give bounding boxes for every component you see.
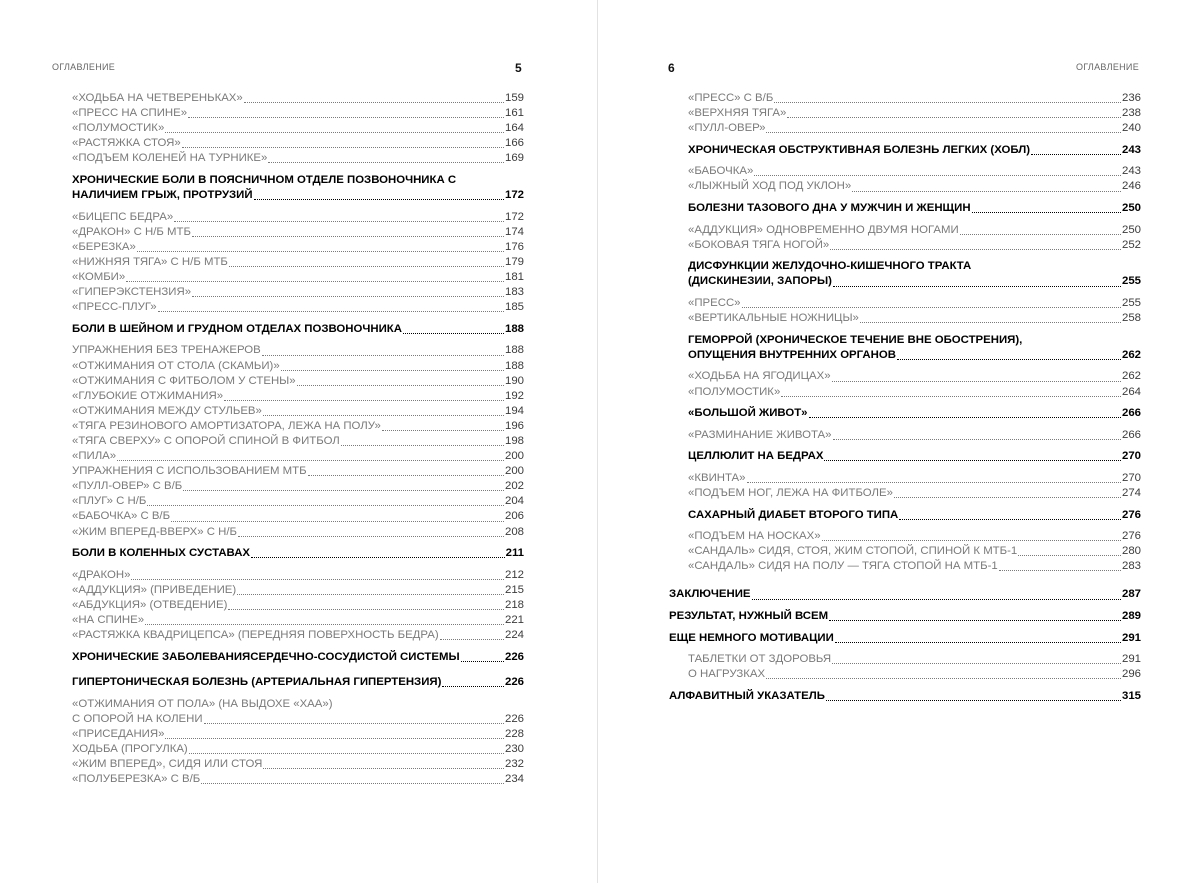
toc-entry[interactable]: «ГЛУБОКИЕ ОТЖИМАНИЯ» 192 xyxy=(72,389,524,404)
toc-page-number: 218 xyxy=(504,598,524,611)
toc-entry[interactable]: О НАГРУЗКАХ 296 xyxy=(669,667,1141,682)
toc-page-number: 266 xyxy=(1121,407,1141,420)
toc-page-number: 266 xyxy=(1121,428,1141,441)
toc-page-number: 228 xyxy=(504,728,524,741)
toc-page-number: 243 xyxy=(1121,165,1141,178)
dot-leader xyxy=(262,355,504,356)
toc-page-number: 200 xyxy=(504,465,524,478)
toc-page-number: 270 xyxy=(1121,471,1141,484)
toc-page-number: 172 xyxy=(504,189,524,202)
toc-page-number: 291 xyxy=(1121,631,1141,644)
dot-leader xyxy=(835,642,1121,643)
dot-leader xyxy=(774,102,1121,103)
toc-page-number: 185 xyxy=(504,301,524,314)
dot-leader xyxy=(894,497,1121,498)
dot-leader xyxy=(403,333,504,334)
dot-leader xyxy=(960,234,1121,235)
toc-page-number: 283 xyxy=(1121,560,1141,573)
dot-leader xyxy=(183,490,504,491)
dot-leader xyxy=(852,191,1121,192)
dot-leader xyxy=(204,723,504,724)
toc-entry[interactable]: «БИЦЕПС БЕДРА» 172 xyxy=(72,210,524,225)
dot-leader xyxy=(171,521,504,522)
toc-chapter-title-line[interactable]: ХРОНИЧЕСКИЕ БОЛИ В ПОЯСНИЧНОМ ОТДЕЛЕ ПОЗВОНОЧНИКА С xyxy=(72,173,457,186)
toc-section[interactable]: РЕЗУЛЬТАТ, НУЖНЫЙ ВСЕМ 289 xyxy=(669,609,1141,624)
toc-page-number: 194 xyxy=(504,404,524,417)
toc-page-number: 200 xyxy=(504,450,524,463)
toc-chapter-title-line[interactable]: ГЕМОРРОЙ (ХРОНИЧЕСКОЕ ТЕЧЕНИЕ ВНЕ ОБОСТРЕНИЯ), xyxy=(688,333,1023,346)
dot-leader xyxy=(747,482,1121,483)
dot-leader xyxy=(897,359,1121,360)
toc-page-number: 164 xyxy=(504,122,524,135)
toc-entry[interactable]: «ХОДЬБА НА ЯГОДИЦАХ» 262 xyxy=(669,369,1141,384)
dot-leader xyxy=(766,132,1121,133)
dot-leader xyxy=(1031,154,1121,155)
dot-leader xyxy=(263,768,504,769)
toc-page-number: 192 xyxy=(504,389,524,402)
dot-leader xyxy=(263,415,504,416)
toc-entry[interactable]: «ОТЖИМАНИЯ ОТ СТОЛА (СКАМЬИ)» 188 xyxy=(72,359,524,374)
dot-leader xyxy=(192,296,504,297)
toc-entry[interactable]: «ПУЛЛ-ОВЕР» 240 xyxy=(669,121,1141,136)
toc-entry[interactable]: ХОДЬБА (ПРОГУЛКА) 230 xyxy=(72,742,524,757)
toc-chapter[interactable]: БОЛИ В КОЛЕННЫХ СУСТАВАХ 211 xyxy=(72,546,524,561)
toc-entry[interactable]: «ДРАКОН» 212 xyxy=(72,568,524,583)
toc-page-number: 232 xyxy=(504,758,524,771)
toc-entry[interactable]: «ОТЖИМАНИЯ С ФИТБОЛОМ У СТЕНЫ» 190 xyxy=(72,374,524,389)
toc-chapter[interactable]: (ДИСКИНЕЗИИ, ЗАПОРЫ) 255 xyxy=(669,274,1141,289)
toc-page-number: 226 xyxy=(504,676,524,689)
toc-entry[interactable]: «БАБОЧКА» С В/Б 206 xyxy=(72,509,524,524)
toc-page-number: 221 xyxy=(504,614,524,626)
toc-page-number: 176 xyxy=(504,240,524,253)
page-number: 5 xyxy=(515,61,522,75)
toc-chapter[interactable]: ЦЕЛЛЮЛИТ НА БЕДРАХ 270 xyxy=(669,449,1141,464)
toc-page-number: 280 xyxy=(1121,545,1141,558)
toc-page-number: 188 xyxy=(504,359,524,372)
toc-entry[interactable]: «КВИНТА» 270 xyxy=(669,471,1141,486)
toc-page-number: 250 xyxy=(1121,202,1141,215)
toc-page-number: 262 xyxy=(1121,348,1141,361)
toc-page-number: 206 xyxy=(504,510,524,523)
dot-leader xyxy=(382,430,504,431)
toc-entry[interactable]: «ПРЕСС НА СПИНЕ» 161 xyxy=(72,106,524,121)
toc-page-number: 224 xyxy=(504,629,524,642)
dot-leader xyxy=(787,117,1121,118)
toc-entry[interactable]: «ПУЛЛ-ОВЕР» С В/Б 202 xyxy=(72,479,524,494)
toc-page-number: 172 xyxy=(504,210,524,223)
toc-chapter[interactable]: БОЛЕЗНИ ТАЗОВОГО ДНА У МУЖЧИН И ЖЕНЩИН 250 xyxy=(669,201,1141,216)
toc-page-number: 226 xyxy=(504,650,524,663)
toc-entry[interactable]: «ПРЕСС» 255 xyxy=(669,296,1141,311)
toc-page-number: 196 xyxy=(504,419,524,432)
dot-leader xyxy=(899,519,1121,520)
toc-entry[interactable]: «ЛЫЖНЫЙ ХОД ПОД УКЛОН» 246 xyxy=(669,179,1141,194)
dot-leader xyxy=(189,753,504,754)
dot-leader xyxy=(251,557,505,558)
toc-page-number: 179 xyxy=(504,255,524,268)
toc-entry[interactable]: «НА СПИНЕ» 221 xyxy=(72,613,524,628)
toc-entry[interactable]: «ГИПЕРЭКСТЕНЗИЯ» 183 xyxy=(72,285,524,300)
dot-leader xyxy=(145,624,504,625)
toc-chapter[interactable]: ХРОНИЧЕСКИЕ ЗАБОЛЕВАНИЯСЕРДЕЧНО-СОСУДИСТОЙ СИСТЕМЫ 226 xyxy=(72,650,524,665)
toc-entry[interactable]: ТАБЛЕТКИ ОТ ЗДОРОВЬЯ 291 xyxy=(669,652,1141,667)
toc-page-number: 250 xyxy=(1121,223,1141,236)
dot-leader xyxy=(1018,555,1121,556)
toc-entry[interactable]: «ВЕРХНЯЯ ТЯГА» 238 xyxy=(669,106,1141,121)
toc-page-number: 270 xyxy=(1121,450,1141,463)
dot-leader xyxy=(201,783,504,784)
toc-entry[interactable]: «ЖИМ ВПЕРЕД-ВВЕРХ» С Н/Б 208 xyxy=(72,525,524,540)
toc-entry[interactable]: «РАЗМИНАНИЕ ЖИВОТА» 266 xyxy=(669,428,1141,443)
dot-leader xyxy=(229,266,504,267)
toc-chapter[interactable]: НАЛИЧИЕМ ГРЫЖ, ПРОТРУЗИЙ 172 xyxy=(72,188,524,203)
toc-page-number: 211 xyxy=(505,547,524,560)
dot-leader xyxy=(752,599,1121,600)
left-page xyxy=(0,0,597,883)
toc-page-number: 258 xyxy=(1121,312,1141,325)
toc-page-number: 188 xyxy=(504,344,524,357)
toc-chapter[interactable]: БОЛИ В ШЕЙНОМ И ГРУДНОМ ОТДЕЛАХ ПОЗВОНОЧНИКА 188 xyxy=(72,322,524,337)
dot-leader xyxy=(832,381,1121,382)
toc-entry[interactable]: «АБДУКЦИЯ» (ОТВЕДЕНИЕ) 218 xyxy=(72,598,524,613)
right-page xyxy=(598,0,1195,883)
dot-leader xyxy=(781,396,1121,397)
dot-leader xyxy=(832,663,1121,664)
table-of-contents xyxy=(72,91,524,787)
toc-entry[interactable]: «ПОЛУМОСТИК» 264 xyxy=(669,385,1141,400)
dot-leader xyxy=(165,738,504,739)
toc-page-number: 315 xyxy=(1121,689,1141,702)
toc-page-number: 255 xyxy=(1121,297,1141,310)
dot-leader xyxy=(126,281,504,282)
toc-page-number: 181 xyxy=(504,271,524,284)
dot-leader xyxy=(182,147,504,148)
dot-leader xyxy=(809,417,1121,418)
toc-entry[interactable]: «ПРЕСС-ПЛУГ» 185 xyxy=(72,300,524,315)
dot-leader xyxy=(137,251,504,252)
toc-entry[interactable]: «ХОДЬБА НА ЧЕТВЕРЕНЬКАХ» 159 xyxy=(72,91,524,106)
toc-page-number: 262 xyxy=(1121,370,1141,383)
toc-entry[interactable]: «ПОДЪЕМ НА НОСКАХ» 276 xyxy=(669,529,1141,544)
dot-leader xyxy=(224,400,504,401)
toc-page-number: 190 xyxy=(504,374,524,387)
page-number: 6 xyxy=(668,61,675,75)
toc-page-number: 174 xyxy=(504,225,524,238)
toc-page-number: 243 xyxy=(1121,143,1141,156)
toc-page-number: 236 xyxy=(1121,92,1141,104)
toc-page-number: 274 xyxy=(1121,486,1141,499)
toc-page-number: 287 xyxy=(1121,588,1141,601)
toc-page-number: 230 xyxy=(504,743,524,756)
dot-leader xyxy=(822,540,1121,541)
toc-entry[interactable]: «ТЯГА РЕЗИНОВОГО АМОРТИЗАТОРА, ЛЕЖА НА ПОЛУ» 196 xyxy=(72,419,524,434)
toc-entry[interactable]: «ПОДЪЕМ НОГ, ЛЕЖА НА ФИТБОЛЕ» 274 xyxy=(669,486,1141,501)
toc-page-number: 252 xyxy=(1121,238,1141,251)
dot-leader xyxy=(860,322,1121,323)
toc-entry[interactable]: «БАБОЧКА» 243 xyxy=(669,164,1141,179)
toc-page-number: 188 xyxy=(504,322,524,335)
dot-leader xyxy=(281,370,504,371)
toc-page-number: 264 xyxy=(1121,385,1141,398)
dot-leader xyxy=(237,594,504,595)
toc-entry[interactable]: «РАСТЯЖКА КВАДРИЦЕПСА» (ПЕРЕДНЯЯ ПОВЕРХНОСТЬ БЕДРА) 224 xyxy=(72,628,524,643)
toc-entry[interactable]: «ДРАКОН» С Н/Б МТБ 174 xyxy=(72,225,524,240)
toc-entry[interactable]: «ПРИСЕДАНИЯ» 228 xyxy=(72,727,524,742)
toc-page-number: 276 xyxy=(1121,508,1141,521)
toc-page-number: 159 xyxy=(504,92,524,104)
toc-entry[interactable]: «ПОЛУБЕРЕЗКА» С В/Б 234 xyxy=(72,772,524,787)
dot-leader xyxy=(174,221,504,222)
toc-section[interactable]: ЗАКЛЮЧЕНИЕ 287 xyxy=(669,587,1141,602)
toc-page-number: 212 xyxy=(504,568,524,581)
toc-entry[interactable]: «РАСТЯЖКА СТОЯ» 166 xyxy=(72,136,524,151)
toc-entry[interactable]: «БЕРЕЗКА» 176 xyxy=(72,240,524,255)
toc-entry[interactable]: УПРАЖНЕНИЯ БЕЗ ТРЕНАЖЕРОВ 188 xyxy=(72,343,524,358)
dot-leader xyxy=(972,212,1121,213)
toc-entry[interactable]: «АДДУКЦИЯ» ОДНОВРЕМЕННО ДВУМЯ НОГАМИ 250 xyxy=(669,223,1141,238)
toc-entry[interactable]: «НИЖНЯЯ ТЯГА» С Н/Б МТБ 179 xyxy=(72,255,524,270)
toc-entry[interactable]: С ОПОРОЙ НА КОЛЕНИ 226 xyxy=(72,712,524,727)
toc-entry[interactable]: «АДДУКЦИЯ» (ПРИВЕДЕНИЕ) 215 xyxy=(72,583,524,598)
toc-entry[interactable]: «ТЯГА СВЕРХУ» С ОПОРОЙ СПИНОЙ В ФИТБОЛ 198 xyxy=(72,434,524,449)
dot-leader xyxy=(440,639,504,640)
dot-leader xyxy=(147,505,504,506)
toc-page-number: 198 xyxy=(504,434,524,447)
running-header: ОГЛАВЛЕНИЕ xyxy=(1075,62,1139,72)
dot-leader xyxy=(999,570,1121,571)
toc-page-number: 169 xyxy=(504,152,524,165)
dot-leader xyxy=(824,460,1121,461)
dot-leader xyxy=(188,117,504,118)
toc-entry-title-line[interactable]: «ОТЖИМАНИЯ ОТ ПОЛА» (НА ВЫДОХЕ «ХАА») xyxy=(72,697,333,710)
toc-section[interactable]: АЛФАВИТНЫЙ УКАЗАТЕЛЬ 315 xyxy=(669,689,1141,704)
dot-leader xyxy=(754,175,1121,176)
toc-entry[interactable]: «ПЛУГ» С Н/Б 204 xyxy=(72,494,524,509)
toc-entry[interactable]: «ПРЕСС» С В/Б 236 xyxy=(669,91,1141,106)
toc-page-number: 240 xyxy=(1121,122,1141,135)
toc-page-number: 166 xyxy=(504,137,524,150)
dot-leader xyxy=(833,439,1121,440)
toc-entry[interactable]: «КОМБИ» 181 xyxy=(72,270,524,285)
toc-entry[interactable]: «ОТЖИМАНИЯ МЕЖДУ СТУЛЬЕВ» 194 xyxy=(72,404,524,419)
dot-leader xyxy=(131,579,504,580)
toc-page-number: 296 xyxy=(1121,668,1141,681)
toc-page-number: 289 xyxy=(1121,610,1141,623)
toc-section[interactable]: ЕЩЕ НЕМНОГО МОТИВАЦИИ 291 xyxy=(669,631,1141,646)
dot-leader xyxy=(830,249,1121,250)
dot-leader xyxy=(268,162,504,163)
dot-leader xyxy=(158,311,504,312)
toc-page-number: 238 xyxy=(1121,107,1141,120)
dot-leader xyxy=(341,445,504,446)
toc-page-number: 246 xyxy=(1121,180,1141,193)
dot-leader xyxy=(254,199,504,200)
toc-page-number: 215 xyxy=(504,583,524,596)
dot-leader xyxy=(308,475,504,476)
toc-entry[interactable]: «ПОЛУМОСТИК» 164 xyxy=(72,121,524,136)
toc-page-number: 208 xyxy=(504,525,524,538)
toc-entry[interactable]: «ПИЛА» 200 xyxy=(72,449,524,464)
dot-leader xyxy=(766,678,1121,679)
toc-entry[interactable]: УПРАЖНЕНИЯ С ИСПОЛЬЗОВАНИЕМ МТБ 200 xyxy=(72,464,524,479)
toc-page-number: 202 xyxy=(504,480,524,493)
dot-leader xyxy=(117,460,504,461)
toc-entry[interactable]: «САНДАЛЬ» СИДЯ, СТОЯ, ЖИМ СТОПОЙ, СПИНОЙ К МТБ-1 280 xyxy=(669,544,1141,559)
toc-page-number: 204 xyxy=(504,495,524,508)
dot-leader xyxy=(165,132,504,133)
dot-leader xyxy=(442,686,504,687)
dot-leader xyxy=(297,385,504,386)
toc-chapter[interactable]: «БОЛЬШОЙ ЖИВОТ» 266 xyxy=(669,406,1141,421)
dot-leader xyxy=(461,661,504,662)
toc-page-number: 255 xyxy=(1121,275,1141,288)
toc-page-number: 226 xyxy=(504,712,524,725)
dot-leader xyxy=(244,102,504,103)
dot-leader xyxy=(742,307,1121,308)
toc-entry[interactable]: «ЖИМ ВПЕРЕД», СИДЯ ИЛИ СТОЯ 232 xyxy=(72,757,524,772)
dot-leader xyxy=(833,286,1121,287)
toc-chapter[interactable]: САХАРНЫЙ ДИАБЕТ ВТОРОГО ТИПА 276 xyxy=(669,508,1141,523)
toc-chapter-title-line[interactable]: ДИСФУНКЦИИ ЖЕЛУДОЧНО-КИШЕЧНОГО ТРАКТА xyxy=(688,260,972,273)
toc-page-number: 183 xyxy=(504,286,524,299)
dot-leader xyxy=(192,236,504,237)
toc-chapter[interactable]: ХРОНИЧЕСКАЯ ОБСТРУКТИВНАЯ БОЛЕЗНЬ ЛЕГКИХ (ХОБЛ) 243 xyxy=(669,143,1141,158)
toc-entry[interactable]: «БОКОВАЯ ТЯГА НОГОЙ» 252 xyxy=(669,238,1141,253)
toc-chapter[interactable]: ОПУЩЕНИЯ ВНУТРЕННИХ ОРГАНОВ 262 xyxy=(669,348,1141,363)
dot-leader xyxy=(228,609,504,610)
toc-entry[interactable]: «ВЕРТИКАЛЬНЫЕ НОЖНИЦЫ» 258 xyxy=(669,311,1141,326)
toc-entry[interactable]: «ПОДЪЕМ КОЛЕНЕЙ НА ТУРНИКЕ» 169 xyxy=(72,151,524,166)
toc-chapter[interactable]: ГИПЕРТОНИЧЕСКАЯ БОЛЕЗНЬ (АРТЕРИАЛЬНАЯ ГИПЕРТЕНЗИЯ) 226 xyxy=(72,675,524,690)
running-header: ОГЛАВЛЕНИЕ xyxy=(52,62,116,72)
toc-page-number: 234 xyxy=(504,773,524,786)
dot-leader xyxy=(829,620,1121,621)
table-of-contents xyxy=(669,91,1141,704)
dot-leader xyxy=(826,700,1121,701)
toc-page-number: 276 xyxy=(1121,530,1141,543)
toc-entry[interactable]: «САНДАЛЬ» СИДЯ НА ПОЛУ — ТЯГА СТОПОЙ НА МТБ-1 283 xyxy=(669,559,1141,574)
toc-page-number: 291 xyxy=(1121,653,1141,666)
toc-page-number: 161 xyxy=(504,107,524,120)
dot-leader xyxy=(238,536,504,537)
